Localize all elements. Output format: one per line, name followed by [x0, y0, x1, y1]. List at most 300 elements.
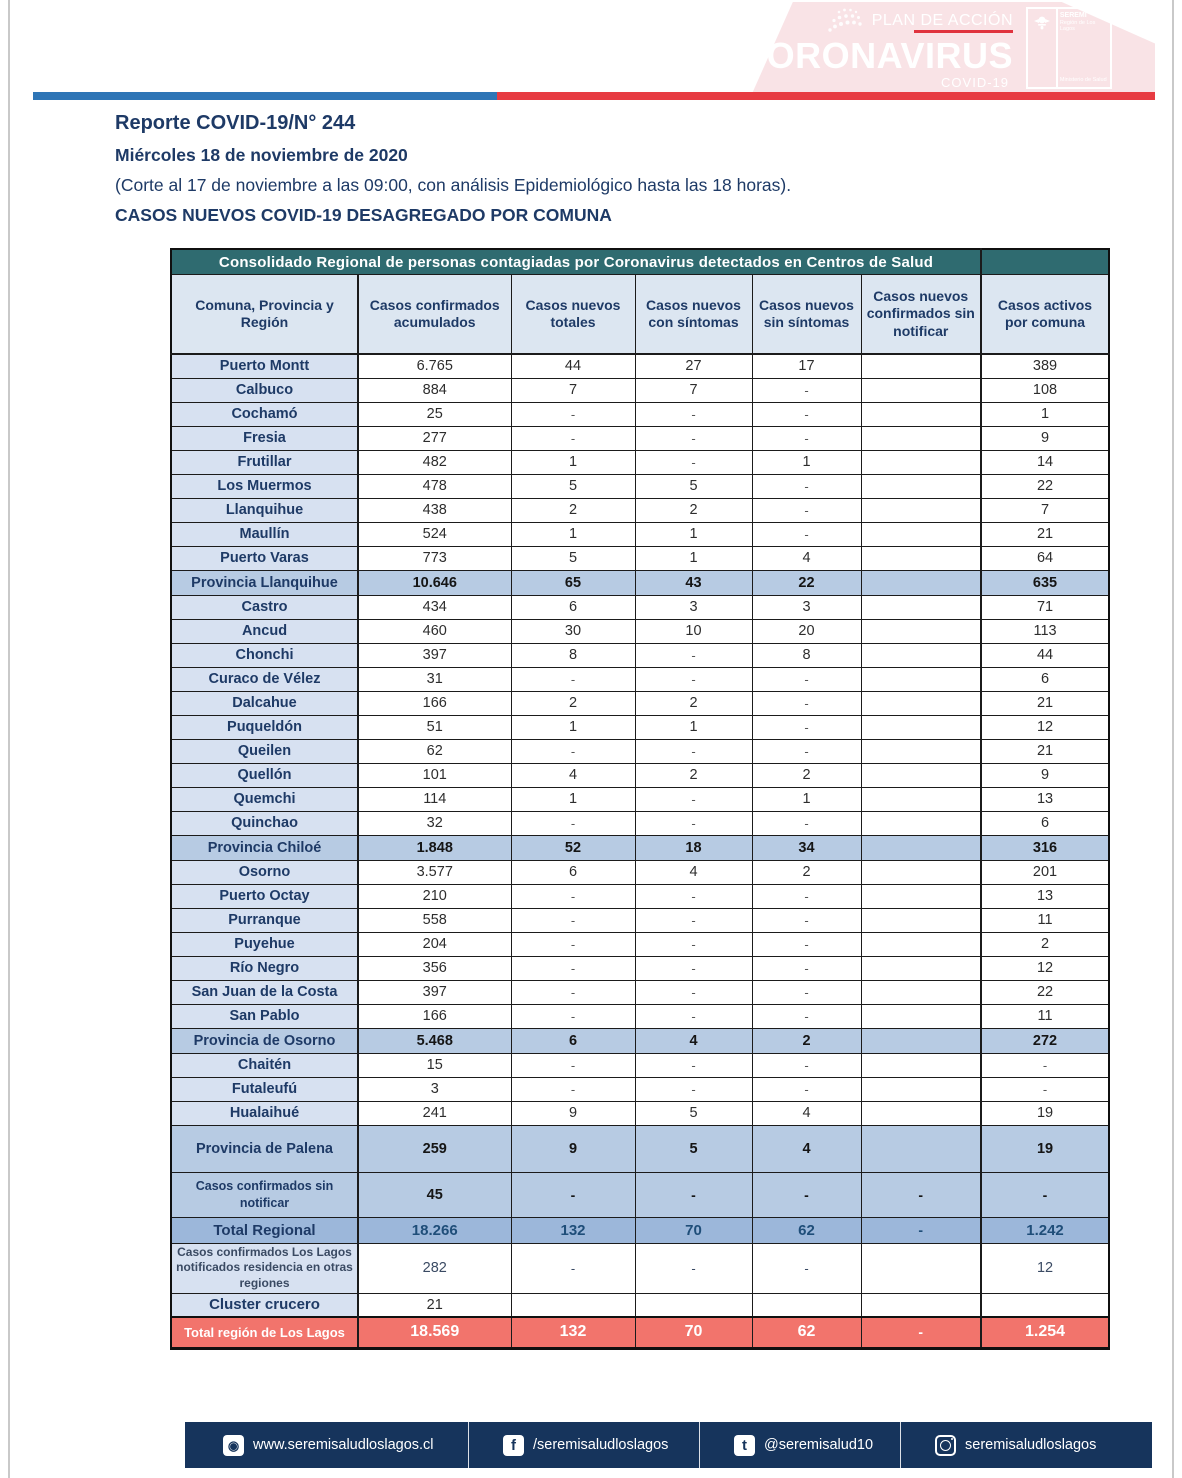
cell-value: 71 — [981, 595, 1109, 619]
cell-value: 4 — [635, 1028, 752, 1053]
cell-value: 12 — [981, 715, 1109, 739]
logo-seremi-label: SEREMI — [1059, 12, 1087, 19]
row-label: Casos confirmados Los Lagos notificados residencia en otras regiones — [171, 1243, 358, 1293]
cell-value — [861, 1125, 981, 1172]
social-item-instagram — [900, 1422, 1152, 1468]
cell-value: 9 — [981, 426, 1109, 450]
row-label: Queilen — [171, 739, 358, 763]
cell-value: 397 — [358, 980, 511, 1004]
cell-value: 7 — [981, 498, 1109, 522]
cell-value: 12 — [981, 956, 1109, 980]
table-row — [171, 546, 1109, 570]
table-row — [171, 1293, 1109, 1317]
cell-value — [861, 498, 981, 522]
cell-value: - — [861, 1317, 981, 1348]
cell-value: - — [752, 908, 861, 932]
row-label: Puerto Varas — [171, 546, 358, 570]
row-label: Quellón — [171, 763, 358, 787]
cell-value: - — [511, 739, 635, 763]
plan-label: PLAN DE ACCIÓN — [871, 12, 1013, 29]
row-label: Castro — [171, 595, 358, 619]
logo-region-label: Región de Los Lagos — [1059, 19, 1096, 33]
cell-value: 210 — [358, 884, 511, 908]
cell-value: 884 — [358, 378, 511, 402]
cell-value: 30 — [511, 619, 635, 643]
cell-value: 8 — [511, 643, 635, 667]
cell-value: - — [635, 980, 752, 1004]
cell-value: 70 — [635, 1217, 752, 1243]
cell-value — [861, 378, 981, 402]
cell-value: 524 — [358, 522, 511, 546]
table-row — [171, 474, 1109, 498]
cell-value: 4 — [752, 1125, 861, 1172]
cell-value: 132 — [511, 1217, 635, 1243]
table-row — [171, 932, 1109, 956]
cell-value — [752, 1293, 861, 1317]
cell-value: - — [635, 1243, 752, 1293]
row-label: Casos confirmados sin notificar — [171, 1172, 358, 1217]
banner-title-line2: REGIÓN DE LOS LAGOS — [79, 45, 482, 85]
cell-value — [861, 546, 981, 570]
column-header: Casos nuevos con síntomas — [635, 275, 752, 355]
cell-value — [861, 908, 981, 932]
cell-value: 1 — [752, 787, 861, 811]
row-label: Provincia Llanquihue — [171, 570, 358, 595]
cell-value: 44 — [511, 354, 635, 378]
cell-value: 12 — [981, 1243, 1109, 1293]
column-header: Casos activos por comuna — [981, 275, 1109, 355]
cell-value: - — [752, 739, 861, 763]
cell-value: - — [511, 908, 635, 932]
table-title: Consolidado Regional de personas contagiadas por Coronavirus detectados en Centros de Salud — [171, 249, 981, 275]
row-label: Futaleufú — [171, 1077, 358, 1101]
instagram-icon — [935, 1435, 956, 1456]
cell-value: 773 — [358, 546, 511, 570]
row-label: San Pablo — [171, 1004, 358, 1028]
cell-value: 65 — [511, 570, 635, 595]
cell-value — [861, 595, 981, 619]
cell-value: 166 — [358, 1004, 511, 1028]
cell-value: 25 — [358, 402, 511, 426]
covid19-label: COVID-19 — [941, 74, 1009, 90]
cell-value: 3 — [752, 595, 861, 619]
table-row — [171, 884, 1109, 908]
row-label: Calbuco — [171, 378, 358, 402]
table-row — [171, 595, 1109, 619]
cell-value: 397 — [358, 643, 511, 667]
cell-value: 2 — [981, 932, 1109, 956]
cell-value: - — [752, 1243, 861, 1293]
cell-value: 6.765 — [358, 354, 511, 378]
cell-value: 478 — [358, 474, 511, 498]
table-row — [171, 522, 1109, 546]
row-label: Chonchi — [171, 643, 358, 667]
cell-value: 17 — [752, 354, 861, 378]
cell-value: 70 — [635, 1317, 752, 1348]
column-header: Casos nuevos totales — [511, 275, 635, 355]
cell-value: 389 — [981, 354, 1109, 378]
table-row — [171, 1028, 1109, 1053]
cell-value: - — [752, 715, 861, 739]
row-label: Puerto Montt — [171, 354, 358, 378]
cell-value — [511, 1293, 635, 1317]
cell-value: 52 — [511, 835, 635, 860]
column-header: Casos nuevos sin síntomas — [752, 275, 861, 355]
cell-value: 62 — [358, 739, 511, 763]
row-label: Provincia de Osorno — [171, 1028, 358, 1053]
cell-value: 43 — [635, 570, 752, 595]
cell-value: - — [511, 1172, 635, 1217]
cell-value: - — [635, 402, 752, 426]
cell-value: 9 — [511, 1101, 635, 1125]
cell-value — [861, 1053, 981, 1077]
ministry-logo-text — [1058, 9, 1110, 87]
table-row — [171, 763, 1109, 787]
cell-value: - — [635, 1172, 752, 1217]
banner — [33, 2, 1155, 92]
cell-value: - — [511, 884, 635, 908]
cell-value: 45 — [358, 1172, 511, 1217]
cell-value — [861, 739, 981, 763]
cell-value: - — [861, 1172, 981, 1217]
cell-value — [861, 1028, 981, 1053]
cell-value: 2 — [511, 691, 635, 715]
cell-value: 1 — [511, 450, 635, 474]
cell-value: 34 — [752, 835, 861, 860]
row-label: Purranque — [171, 908, 358, 932]
cell-value: 11 — [981, 908, 1109, 932]
cell-value: - — [511, 811, 635, 835]
cell-value: 438 — [358, 498, 511, 522]
table-row — [171, 787, 1109, 811]
cell-value: - — [752, 522, 861, 546]
cell-value — [861, 715, 981, 739]
cell-value: - — [752, 1077, 861, 1101]
cell-value: - — [752, 1172, 861, 1217]
cell-value: - — [511, 956, 635, 980]
cell-value: 4 — [752, 1101, 861, 1125]
cell-value: 6 — [981, 667, 1109, 691]
report-cutoff-note: (Corte al 17 de noviembre a las 09:00, con análisis Epidemiológico hasta las 18 horas). — [115, 175, 792, 195]
cell-value — [861, 1077, 981, 1101]
cell-value: - — [752, 956, 861, 980]
table-row — [171, 860, 1109, 884]
cell-value: - — [635, 643, 752, 667]
table-row — [171, 835, 1109, 860]
cell-value: 22 — [752, 570, 861, 595]
column-header: Casos nuevos confirmados sin notificar — [861, 275, 981, 355]
row-label: Puerto Octay — [171, 884, 358, 908]
cell-value: 482 — [358, 450, 511, 474]
cell-value: 204 — [358, 932, 511, 956]
cell-value: - — [981, 1053, 1109, 1077]
cell-value — [861, 835, 981, 860]
cell-value: - — [511, 667, 635, 691]
table-row — [171, 811, 1109, 835]
cell-value: 1 — [635, 715, 752, 739]
cell-value: 434 — [358, 595, 511, 619]
cell-value: - — [861, 1217, 981, 1243]
cell-value: 558 — [358, 908, 511, 932]
row-label: Hualaihué — [171, 1101, 358, 1125]
cell-value: 21 — [981, 739, 1109, 763]
page-edge-left — [8, 0, 10, 1478]
logo-ministerio-label: Ministerio de Salud — [1059, 77, 1107, 84]
cell-value: 13 — [981, 884, 1109, 908]
cell-value: 272 — [981, 1028, 1109, 1053]
cell-value: 9 — [511, 1125, 635, 1172]
table-row — [171, 980, 1109, 1004]
row-label: Dalcahue — [171, 691, 358, 715]
cell-value: 13 — [981, 787, 1109, 811]
row-label: Cluster crucero — [171, 1293, 358, 1317]
cell-value — [861, 522, 981, 546]
row-label: Provincia de Palena — [171, 1125, 358, 1172]
row-label: Frutillar — [171, 450, 358, 474]
social-item-facebook — [468, 1422, 699, 1468]
table-row — [171, 715, 1109, 739]
cell-value: - — [752, 667, 861, 691]
cell-value — [861, 1101, 981, 1125]
cell-value: - — [511, 426, 635, 450]
cell-value: 201 — [981, 860, 1109, 884]
table-row — [171, 1125, 1109, 1172]
virus-icon — [826, 8, 866, 34]
row-label: Llanquihue — [171, 498, 358, 522]
cell-value: 27 — [635, 354, 752, 378]
coronavirus-wordmark: CORONAVIRUS — [740, 35, 1013, 76]
cell-value: - — [752, 402, 861, 426]
cell-value: - — [511, 402, 635, 426]
cell-value: 166 — [358, 691, 511, 715]
cell-value: 241 — [358, 1101, 511, 1125]
facebook-handle: /seremisaludloslagos — [533, 1437, 669, 1453]
cell-value: - — [635, 908, 752, 932]
row-label: Cochamó — [171, 402, 358, 426]
tumblr-handle: @seremisalud10 — [764, 1437, 874, 1453]
cell-value — [861, 402, 981, 426]
table-row — [171, 1053, 1109, 1077]
cell-value: 5 — [635, 474, 752, 498]
cell-value — [861, 811, 981, 835]
cell-value: 1 — [635, 546, 752, 570]
cell-value: 14 — [981, 450, 1109, 474]
row-label: San Juan de la Costa — [171, 980, 358, 1004]
cell-value: 1 — [511, 522, 635, 546]
cell-value: 20 — [752, 619, 861, 643]
cell-value: 19 — [981, 1101, 1109, 1125]
row-label: Maullín — [171, 522, 358, 546]
cell-value: - — [635, 956, 752, 980]
cell-value: 5.468 — [358, 1028, 511, 1053]
table-row — [171, 1217, 1109, 1243]
social-item-tumblr — [699, 1422, 900, 1468]
facebook-icon: f — [503, 1435, 524, 1456]
page-edge-right — [1172, 0, 1174, 1478]
cell-value: 2 — [752, 763, 861, 787]
table-row — [171, 498, 1109, 522]
cell-value — [861, 932, 981, 956]
cell-value: 2 — [511, 498, 635, 522]
table-row — [171, 1101, 1109, 1125]
cell-value: 2 — [635, 691, 752, 715]
cell-value: 282 — [358, 1243, 511, 1293]
row-label: Provincia Chiloé — [171, 835, 358, 860]
cell-value: 62 — [752, 1317, 861, 1348]
cell-value: - — [511, 1053, 635, 1077]
cell-value: 21 — [358, 1293, 511, 1317]
accent-stripe-blue — [33, 92, 497, 100]
cell-value: 44 — [981, 643, 1109, 667]
chile-coat-of-arms-icon — [1028, 9, 1058, 87]
cell-value — [635, 1293, 752, 1317]
table-row — [171, 1243, 1109, 1293]
cell-value: 6 — [511, 595, 635, 619]
cell-value — [861, 354, 981, 378]
cell-value: - — [511, 1077, 635, 1101]
plan-de-accion-logo — [740, 8, 1013, 90]
website-url: www.seremisaludloslagos.cl — [253, 1437, 434, 1453]
row-label: Curaco de Vélez — [171, 667, 358, 691]
cell-value — [861, 450, 981, 474]
table-row — [171, 1004, 1109, 1028]
column-header-row — [171, 275, 1109, 355]
cell-value: 3 — [635, 595, 752, 619]
cell-value: 31 — [358, 667, 511, 691]
accent-stripe-red — [497, 92, 1155, 100]
cell-value — [861, 884, 981, 908]
cell-value: 635 — [981, 570, 1109, 595]
cell-value: 8 — [752, 643, 861, 667]
covid-cases-table — [170, 248, 1110, 1350]
cell-value — [861, 787, 981, 811]
cell-value: 1.254 — [981, 1317, 1109, 1348]
cell-value: - — [752, 691, 861, 715]
report-subtitle: CASOS NUEVOS COVID-19 DESAGREGADO POR COMUNA — [115, 205, 612, 225]
cell-value: - — [635, 667, 752, 691]
cell-value: 356 — [358, 956, 511, 980]
cell-value: - — [511, 1004, 635, 1028]
cell-value — [861, 570, 981, 595]
cell-value: - — [511, 1243, 635, 1293]
cell-value: - — [511, 932, 635, 956]
cell-value: - — [635, 426, 752, 450]
social-item-website — [185, 1422, 468, 1468]
cell-value: 19 — [981, 1125, 1109, 1172]
table-title-row — [171, 249, 1109, 275]
row-label: Quinchao — [171, 811, 358, 835]
table-row — [171, 1317, 1109, 1348]
cell-value: - — [635, 1004, 752, 1028]
cell-value: 10.646 — [358, 570, 511, 595]
cell-value: 1 — [511, 715, 635, 739]
cell-value: 1 — [752, 450, 861, 474]
cell-value: 460 — [358, 619, 511, 643]
cell-value: - — [752, 932, 861, 956]
row-label: Río Negro — [171, 956, 358, 980]
cell-value: 15 — [358, 1053, 511, 1077]
cell-value: 7 — [635, 378, 752, 402]
cell-value: 9 — [981, 763, 1109, 787]
cell-value: 22 — [981, 474, 1109, 498]
cell-value: 2 — [752, 1028, 861, 1053]
row-label: Quemchi — [171, 787, 358, 811]
table-row — [171, 354, 1109, 378]
cell-value: - — [635, 1077, 752, 1101]
row-label: Puyehue — [171, 932, 358, 956]
table-row — [171, 739, 1109, 763]
table-row — [171, 570, 1109, 595]
cell-value — [861, 474, 981, 498]
cell-value: - — [752, 426, 861, 450]
table-row — [171, 1077, 1109, 1101]
cell-value: - — [635, 932, 752, 956]
cell-value: - — [752, 1053, 861, 1077]
table-row — [171, 378, 1109, 402]
row-label: Total región de Los Lagos — [171, 1317, 358, 1348]
cell-value: 32 — [358, 811, 511, 835]
cell-value: 114 — [358, 787, 511, 811]
cell-value: 21 — [981, 691, 1109, 715]
table-row — [171, 908, 1109, 932]
cell-value: 5 — [635, 1125, 752, 1172]
row-label: Total Regional — [171, 1217, 358, 1243]
cell-value: - — [752, 884, 861, 908]
cell-value: 132 — [511, 1317, 635, 1348]
column-header: Casos confirmados acumulados — [358, 275, 511, 355]
cell-value: 7 — [511, 378, 635, 402]
cell-value: - — [752, 980, 861, 1004]
cell-value: - — [635, 787, 752, 811]
table-row — [171, 619, 1109, 643]
instagram-handle: seremisaludloslagos — [965, 1437, 1097, 1453]
banner-title-line1: SITUACIÓN CORONAVIRUS COVID-19 — [79, 9, 644, 45]
cell-value: 4 — [635, 860, 752, 884]
cell-value — [861, 691, 981, 715]
cell-value: - — [752, 378, 861, 402]
cell-value: - — [981, 1077, 1109, 1101]
cell-value: 3.577 — [358, 860, 511, 884]
cell-value — [861, 763, 981, 787]
cell-value: 18 — [635, 835, 752, 860]
cell-value: 1.242 — [981, 1217, 1109, 1243]
cell-value: - — [635, 1053, 752, 1077]
cell-value: 259 — [358, 1125, 511, 1172]
cell-value: 2 — [752, 860, 861, 884]
cell-value: 101 — [358, 763, 511, 787]
cell-value: 51 — [358, 715, 511, 739]
cell-value: 18.569 — [358, 1317, 511, 1348]
website-icon: ◉ — [223, 1435, 244, 1456]
cell-value — [861, 643, 981, 667]
cell-value — [861, 860, 981, 884]
cell-value: 18.266 — [358, 1217, 511, 1243]
cell-value: - — [752, 1004, 861, 1028]
cell-value: 1.848 — [358, 835, 511, 860]
cell-value: - — [752, 498, 861, 522]
cell-value: - — [635, 450, 752, 474]
cell-value: 10 — [635, 619, 752, 643]
cell-value: 6 — [981, 811, 1109, 835]
row-label: Los Muermos — [171, 474, 358, 498]
cell-value: 11 — [981, 1004, 1109, 1028]
cell-value: 64 — [981, 546, 1109, 570]
cell-value: - — [752, 474, 861, 498]
cell-value: 62 — [752, 1217, 861, 1243]
cell-value: 277 — [358, 426, 511, 450]
table-row — [171, 643, 1109, 667]
cell-value: - — [511, 980, 635, 1004]
